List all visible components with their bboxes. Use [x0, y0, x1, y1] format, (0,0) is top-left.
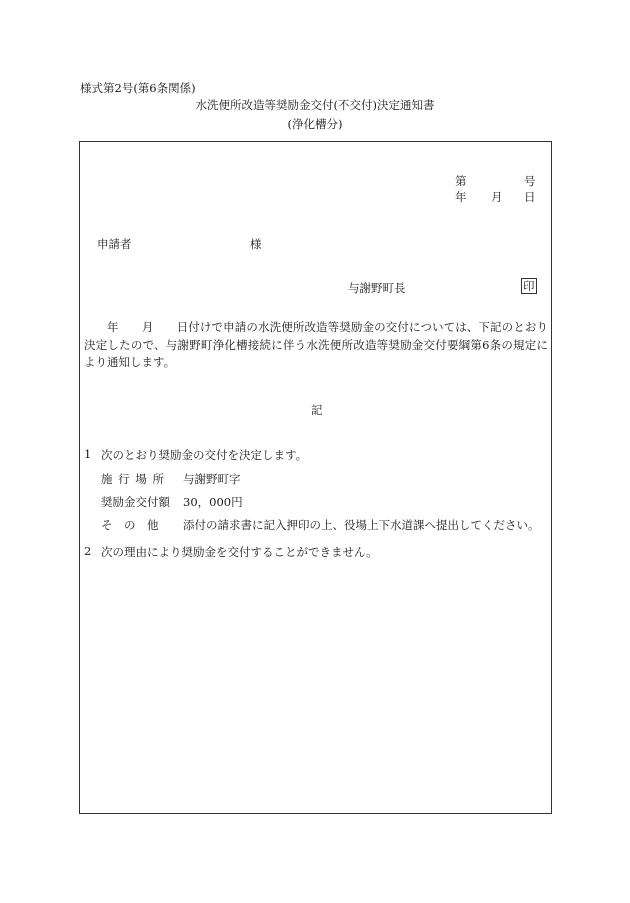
- date-month: 月: [491, 190, 503, 204]
- applicant-label: 申請者: [97, 237, 132, 251]
- document-number-dai: 第: [455, 174, 467, 188]
- notice-body: 年 月 日付けで申請の水洗便所改造等奨励金の交付については、下記のとおり決定したので、与謝野町浄化槽接続に伴う水洗便所改造等奨励金交付要綱第6条の規定により通知します。: [84, 320, 548, 369]
- issuer-name: 与謝野町長: [348, 281, 406, 295]
- seal-mark: 印: [523, 279, 535, 293]
- document-number-go: 号: [524, 174, 536, 188]
- document-title: 水洗便所改造等奨励金交付(不交付)決定通知書: [195, 98, 435, 112]
- official-seal: [521, 278, 537, 294]
- item2-number: 2: [84, 544, 92, 558]
- item1-text: 次のとおり奨励金の交付を決定します。: [101, 448, 308, 462]
- applicant-honorific: 様: [250, 237, 262, 251]
- document-subtitle: (浄化槽分): [287, 117, 343, 131]
- other-label: そ の 他: [101, 518, 159, 532]
- form-number: 様式第2号(第6条関係): [80, 81, 196, 95]
- date-year: 年: [455, 190, 467, 204]
- item1-number: 1: [84, 447, 92, 461]
- location-value: 与謝野町字: [183, 472, 241, 486]
- date-day: 日: [524, 190, 536, 204]
- item2-text: 次の理由により奨励金を交付することができません。: [101, 545, 378, 559]
- location-label: 施 行 場 所: [101, 472, 165, 486]
- amount-label: 奨励金交付額: [101, 495, 170, 509]
- ki-heading: 記: [311, 403, 323, 417]
- other-value: 添付の請求書に記入押印の上、役場上下水道課へ提出してください。: [183, 518, 540, 532]
- amount-value: 30，000円: [183, 495, 243, 509]
